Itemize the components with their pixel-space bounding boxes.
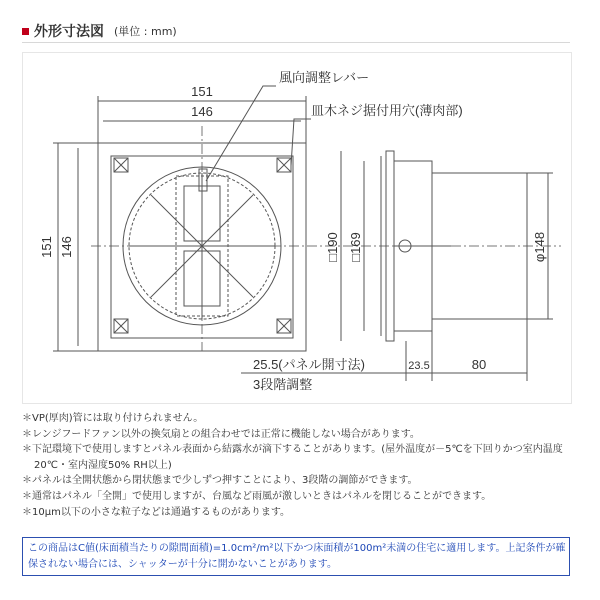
dim-panel-opening: 25.5(パネル開寸法) — [253, 357, 365, 372]
notice-line-2: 保されない場合には、シャッターが十分に開かないことがあります。 — [28, 559, 337, 570]
header-marker — [22, 28, 29, 35]
note-item-continuation: 20℃・室内湿度50% RH以上) — [34, 459, 172, 471]
dim-23-5: 23.5 — [408, 360, 430, 372]
section-title: 外形寸法図 — [34, 24, 104, 40]
unit-label: (単位 : mm) — [114, 25, 177, 38]
note-item: ＊通常はパネル「全開」で使用しますが、台風など雨風が激しいときはパネルを閉じることができます。 — [22, 490, 492, 502]
dim-outer-height: 151 — [39, 236, 54, 258]
dim-outer-width: 151 — [191, 84, 213, 99]
step-adjust-label: 3段階調整 — [253, 377, 313, 392]
notice-box — [22, 537, 570, 576]
dim-inner-width: 146 — [191, 104, 213, 119]
dim-148: φ148 — [532, 231, 547, 263]
dim-169: □169 — [348, 232, 363, 262]
note-item: ＊パネルは全開状態から閉状態まで少しずつ押すことにより、3段階の調節ができます。 — [22, 475, 418, 487]
dim-80: 80 — [471, 357, 487, 372]
header-divider — [22, 42, 570, 43]
callout-lever: 風向調整レバー — [279, 70, 370, 85]
dim-inner-height: 146 — [59, 236, 74, 258]
notice-line-1: この商品はC値(床面積当たりの隙間面積)=1.0cm²/m²以下かつ床面積が100m²未満の住宅に適用します。上記条件が確 — [28, 543, 566, 554]
note-item: ＊10μm以下の小さな粒子などは通過するものがあります。 — [22, 506, 291, 518]
dim-190: □190 — [325, 232, 340, 262]
section-header — [22, 20, 177, 42]
notes-list — [22, 411, 582, 520]
drawing-svg — [23, 53, 571, 403]
callout-screw-hole: 皿木ネジ据付用穴(薄肉部) — [311, 103, 463, 118]
note-item: ＊レンジフードファン以外の換気扇との組合わせでは正常に機能しない場合があります。 — [22, 428, 420, 440]
note-item: ＊下記環境下で使用しますとパネル表面から結露水が滴下することがあります。(屋外温度が－5℃を下回りかつ室内温度 — [22, 444, 563, 456]
note-item: ＊VP(厚肉)管には取り付けられません。 — [22, 413, 204, 424]
dimension-drawing — [22, 52, 572, 404]
